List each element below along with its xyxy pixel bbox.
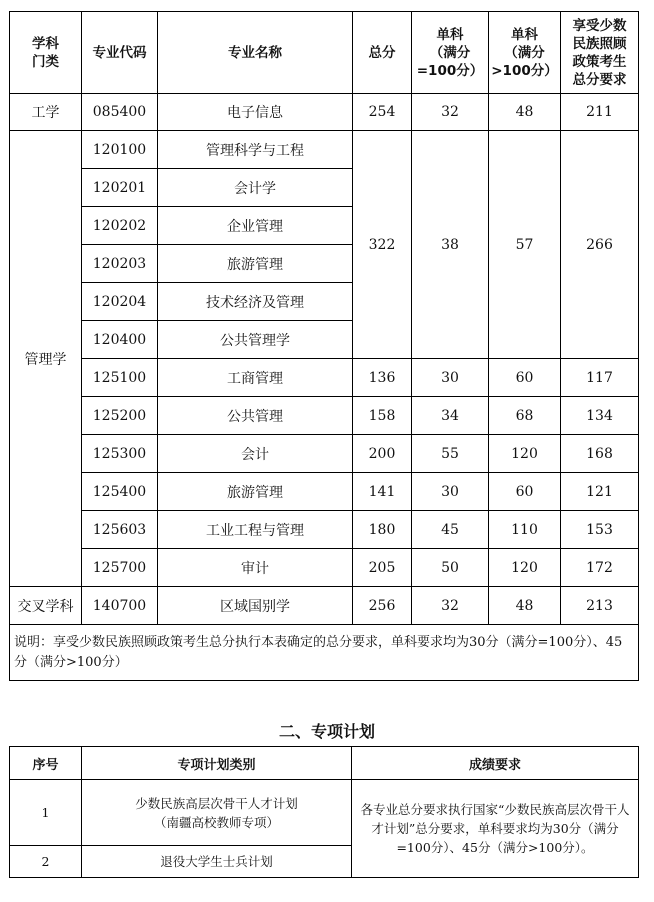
total-cell: 322: [353, 131, 412, 359]
table-row: [10, 549, 639, 587]
total-cell: 141: [353, 473, 412, 511]
code-cell: 125300: [82, 435, 158, 473]
minority-cell: 172: [561, 549, 639, 587]
requirement-cell: 各专业总分要求执行国家“少数民族高层次骨干人才计划”总分要求，单科要求均为30分（满分=100分）、45分（满分>100分）。: [352, 780, 639, 878]
name-cell: 工商管理: [158, 359, 353, 397]
header-minority: 享受少数 民族照顾 政策考生 总分要求: [561, 12, 639, 94]
single-gt100-cell: 48: [489, 94, 561, 131]
code-cell: 125400: [82, 473, 158, 511]
name-cell: 工业工程与管理: [158, 511, 353, 549]
single100-cell: 55: [412, 435, 489, 473]
note-row: [10, 625, 639, 681]
category-cell: 交叉学科: [10, 587, 82, 625]
total-cell: 200: [353, 435, 412, 473]
single100-cell: 32: [412, 587, 489, 625]
code-cell: 140700: [82, 587, 158, 625]
category-cell: 工学: [10, 94, 82, 131]
single100-cell: 32: [412, 94, 489, 131]
table-note: 说明：享受少数民族照顾政策考生总分执行本表确定的总分要求，单科要求均为30分（满分=100分）、45分（满分>100分）: [10, 625, 639, 681]
name-cell: 会计学: [158, 169, 353, 207]
name-cell: 公共管理学: [158, 321, 353, 359]
table-header-row: [10, 12, 639, 94]
single100-cell: 50: [412, 549, 489, 587]
score-table: [9, 11, 639, 681]
code-cell: 120202: [82, 207, 158, 245]
header-code: 专业代码: [82, 12, 158, 94]
code-cell: 120400: [82, 321, 158, 359]
header-requirement: 成绩要求: [352, 747, 639, 780]
table-row: [10, 587, 639, 625]
table-row: [10, 435, 639, 473]
section-title: 二、专项计划: [278, 722, 375, 741]
single-gt100-cell: 110: [489, 511, 561, 549]
single100-cell: 30: [412, 359, 489, 397]
total-cell: 205: [353, 549, 412, 587]
single-gt100-cell: 48: [489, 587, 561, 625]
single-gt100-cell: 120: [489, 435, 561, 473]
total-cell: 158: [353, 397, 412, 435]
minority-cell: 134: [561, 397, 639, 435]
code-cell: 120204: [82, 283, 158, 321]
minority-cell: 266: [561, 131, 639, 359]
name-cell: 区域国别学: [158, 587, 353, 625]
header-category: 学科 门类: [10, 12, 82, 94]
header-single-gt100: 单科 （满分 >100分）: [489, 12, 561, 94]
table-row: [10, 473, 639, 511]
code-cell: 125100: [82, 359, 158, 397]
type-cell: 少数民族高层次骨干人才计划 （南疆高校教师专项）: [82, 780, 352, 846]
type-cell: 退役大学生士兵计划: [82, 846, 352, 878]
table-header-row: [10, 747, 639, 780]
minority-cell: 153: [561, 511, 639, 549]
minority-cell: 213: [561, 587, 639, 625]
minority-cell: 168: [561, 435, 639, 473]
category-cell: 管理学: [10, 131, 82, 587]
single-gt100-cell: 60: [489, 473, 561, 511]
code-cell: 120100: [82, 131, 158, 169]
header-no: 序号: [10, 747, 82, 780]
table-row: [10, 780, 639, 846]
name-cell: 电子信息: [158, 94, 353, 131]
name-cell: 企业管理: [158, 207, 353, 245]
code-cell: 125603: [82, 511, 158, 549]
table-row: [10, 359, 639, 397]
total-cell: 180: [353, 511, 412, 549]
header-total: 总分: [353, 12, 412, 94]
header-name: 专业名称: [158, 12, 353, 94]
name-cell: 管理科学与工程: [158, 131, 353, 169]
table-row: [10, 511, 639, 549]
single-gt100-cell: 57: [489, 131, 561, 359]
special-plan-table: [9, 746, 639, 878]
single100-cell: 30: [412, 473, 489, 511]
minority-cell: 117: [561, 359, 639, 397]
header-single-100: 单科 （满分 =100分）: [412, 12, 489, 94]
single-gt100-cell: 120: [489, 549, 561, 587]
code-cell: 125700: [82, 549, 158, 587]
single-gt100-cell: 68: [489, 397, 561, 435]
name-cell: 审计: [158, 549, 353, 587]
name-cell: 会计: [158, 435, 353, 473]
minority-cell: 121: [561, 473, 639, 511]
single100-cell: 45: [412, 511, 489, 549]
total-cell: 256: [353, 587, 412, 625]
code-cell: 120201: [82, 169, 158, 207]
table-row: [10, 94, 639, 131]
name-cell: 公共管理: [158, 397, 353, 435]
name-cell: 旅游管理: [158, 245, 353, 283]
table-row: [10, 131, 639, 169]
no-cell: 1: [10, 780, 82, 846]
total-cell: 136: [353, 359, 412, 397]
no-cell: 2: [10, 846, 82, 878]
minority-cell: 211: [561, 94, 639, 131]
code-cell: 085400: [82, 94, 158, 131]
single100-cell: 34: [412, 397, 489, 435]
table-row: [10, 397, 639, 435]
name-cell: 旅游管理: [158, 473, 353, 511]
name-cell: 技术经济及管理: [158, 283, 353, 321]
code-cell: 120203: [82, 245, 158, 283]
header-type: 专项计划类别: [82, 747, 352, 780]
total-cell: 254: [353, 94, 412, 131]
code-cell: 125200: [82, 397, 158, 435]
single-gt100-cell: 60: [489, 359, 561, 397]
single100-cell: 38: [412, 131, 489, 359]
